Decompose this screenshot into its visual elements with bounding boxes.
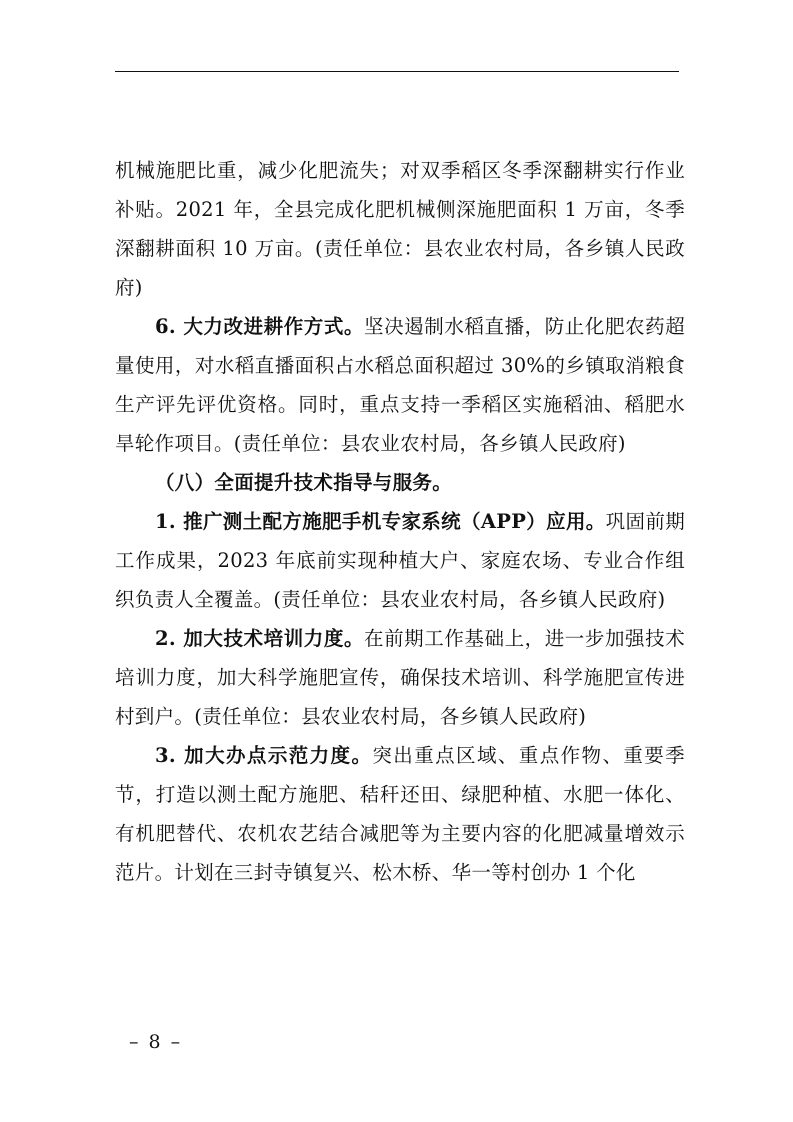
paragraph-text: 突出重点区域、重点作物、重要季节，打造以测土配方施肥、秸秆还田、绿肥种植、水肥一体化、有机肥替代、农机农艺结合减肥等为主要内容的化肥减量增效示范片。计划在三封寺镇复兴、松木桥、华一等村创办 1 个化 bbox=[115, 744, 685, 884]
paragraph-farming-methods bbox=[115, 307, 685, 463]
paragraph-app-promotion bbox=[115, 502, 685, 619]
paragraph-lead: 1. 推广测土配方施肥手机专家系统（APP）应用。 bbox=[155, 510, 606, 533]
paragraph-lead: 6. 大力改进耕作方式。 bbox=[155, 315, 365, 338]
paragraph-demonstration-sites bbox=[115, 736, 685, 892]
paragraph-text: 机械施肥比重，减少化肥流失；对双季稻区冬季深翻耕实行作业补贴。2021 年，全县完成化肥机械侧深施肥面积 1 万亩，冬季深翻耕面积 10 万亩。(责任单位：县农业农村局，各乡镇人民政府) bbox=[115, 159, 685, 299]
paragraph-technical-training bbox=[115, 619, 685, 736]
paragraph-text: 巩固前期工作成果，2023 年底前实现种植大户、家庭农场、专业合作组织负责人全覆盖。(责任单位：县农业农村局，各乡镇人民政府) bbox=[115, 510, 685, 611]
paragraph-fertilizer-subsidy bbox=[115, 151, 685, 307]
paragraph-lead: 2. 加大技术培训力度。 bbox=[155, 627, 365, 650]
document-body bbox=[115, 151, 685, 892]
header-rule bbox=[115, 71, 679, 72]
section-heading-technical-guidance bbox=[115, 463, 685, 502]
paragraph-text: 在前期工作基础上，进一步加强技术培训力度，加大科学施肥宣传，确保技术培训、科学施肥宣传进村到户。(责任单位：县农业农村局，各乡镇人民政府) bbox=[115, 627, 685, 728]
section-heading-text: （八）全面提升技术指导与服务。 bbox=[155, 471, 453, 494]
paragraph-lead: 3. 加大办点示范力度。 bbox=[155, 744, 373, 767]
page-number: – 8 – bbox=[129, 1031, 183, 1053]
paragraph-text: 坚决遏制水稻直播，防止化肥农药超量使用，对水稻直播面积占水稻总面积超过 30%的乡镇取消粮食生产评先评优资格。同时，重点支持一季稻区实施稻油、稻肥水旱轮作项目。(责任单位：县农业农村局，各乡镇人民政府) bbox=[115, 315, 685, 455]
